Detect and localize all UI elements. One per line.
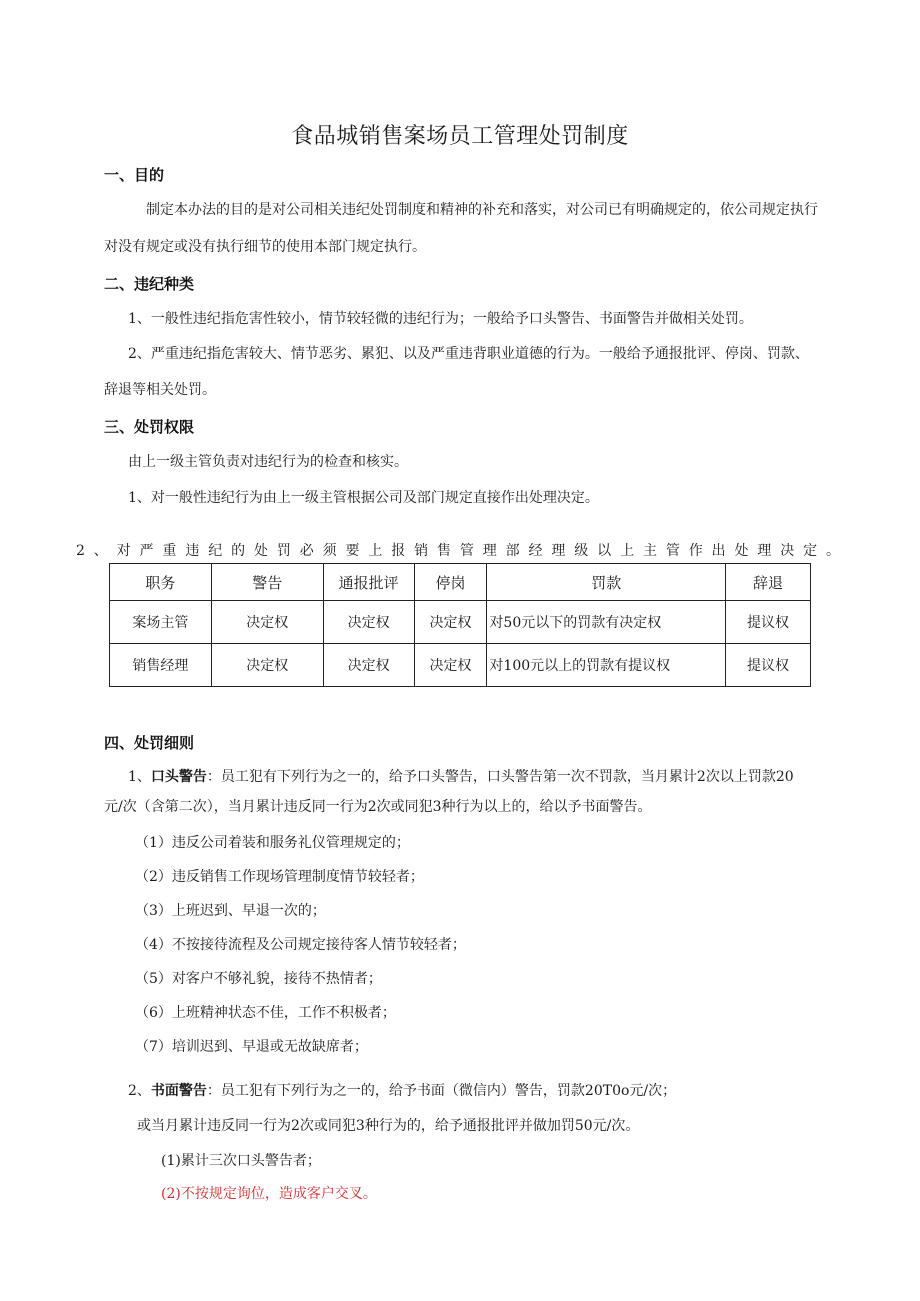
table-cell: 销售经理 [110, 644, 212, 687]
authority-intro: 由上一级主管负责对违纪行为的检查和核实。 [128, 454, 408, 470]
written-warning-text: ：员工犯有下列行为之一的，给予书面（微信内）警告，罚款20T0o元/次； [206, 1083, 677, 1099]
table-row [110, 601, 811, 644]
violation-type-1: 1、一般性违纪指危害性较小，情节较轻微的违纪行为；一般给予口头警告、书面警告并做相关处罚。 [128, 311, 753, 327]
written-warning-paragraph [128, 1081, 676, 1101]
table-cell: 决定权 [414, 644, 487, 687]
written-warning-number: 2、 [128, 1083, 151, 1099]
table-header-cell: 辞退 [726, 564, 811, 601]
table-cell: 对100元以上的罚款有提议权 [487, 644, 726, 687]
violation-type-2-line-1: 2、严重违纪指危害较大、情节恶劣、累犯、以及严重违背职业道德的行为。一般给予通报批评、停岗、罚款、 [128, 346, 809, 362]
table-cell: 提议权 [726, 601, 811, 644]
oral-warning-text: ：员工犯有下列行为之一的，给予口头警告，口头警告第一次不罚款，当月累计2次以上罚款20 [206, 769, 794, 785]
table-cell: 决定权 [414, 601, 487, 644]
list-item: （7）培训迟到、早退或无故缺席者； [135, 1039, 368, 1055]
section-heading-authority: 三、处罚权限 [104, 418, 195, 436]
table-cell: 对50元以下的罚款有决定权 [487, 601, 726, 644]
list-item: （6）上班精神状态不佳，工作不积极者； [135, 1005, 396, 1021]
written-warning-text-line-2: 或当月累计违反同一行为2次或同犯3种行为的，给予通报批评并做加罚50元/次。 [137, 1118, 640, 1134]
oral-warning-text-line-2: 元/次（含第二次），当月累计违反同一行为2次或同犯3种行为以上的，给以予书面警告。 [104, 799, 652, 815]
table-header-cell: 职务 [110, 564, 212, 601]
table-cell: 决定权 [211, 644, 323, 687]
oral-warning-number: 1、 [128, 769, 151, 785]
table-cell: 决定权 [323, 644, 414, 687]
section-heading-violation-types: 二、违纪种类 [104, 275, 195, 293]
list-item: （5）对客户不够礼貌，接待不热情者； [135, 971, 382, 987]
section-heading-rules: 四、处罚细则 [104, 734, 195, 752]
authority-table [109, 563, 811, 687]
authority-item-1: 1、对一般性违纪行为由上一级主管根据公司及部门规定直接作出处理决定。 [128, 490, 599, 506]
table-header-cell: 警告 [211, 564, 323, 601]
oral-warning-term: 口头警告 [150, 769, 207, 785]
section-heading-purpose: 一、目的 [104, 166, 165, 184]
table-header-row [110, 564, 811, 601]
table-header-cell: 通报批评 [323, 564, 414, 601]
violation-type-2-line-2: 辞退等相关处罚。 [104, 382, 216, 398]
table-row [110, 644, 811, 687]
table-header-cell: 罚款 [487, 564, 726, 601]
table-cell: 决定权 [211, 601, 323, 644]
list-item: （3）上班迟到、早退一次的； [135, 903, 326, 919]
list-item: （4）不按接待流程及公司规定接待客人情节较轻者； [135, 937, 466, 953]
oral-warning-paragraph [128, 767, 794, 787]
table-header-cell: 停岗 [414, 564, 487, 601]
table-cell: 决定权 [323, 601, 414, 644]
list-item: （1）违反公司着装和服务礼仪管理规定的； [135, 835, 410, 851]
table-cell: 案场主管 [110, 601, 212, 644]
authority-item-2: 2、对严重违纪的处罚必须要上报销售管理部经理级以上主管作出处理决定。 [76, 543, 840, 559]
list-item: （2）违反销售工作现场管理制度情节较轻者； [135, 869, 424, 885]
document-title: 食品城销售案场员工管理处罚制度 [291, 124, 629, 149]
table-cell: 提议权 [726, 644, 811, 687]
list-item: (2)不按规定询位，造成客户交叉。 [161, 1186, 377, 1202]
purpose-paragraph-line-1: 制定本办法的目的是对公司相关违纪处罚制度和精神的补充和落实，对公司已有明确规定的，依公司规定执行 [146, 202, 818, 218]
list-item: (1)累计三次口头警告者； [161, 1153, 321, 1169]
written-warning-term: 书面警告 [150, 1083, 207, 1099]
purpose-paragraph-line-2: 对没有规定或没有执行细节的使用本部门规定执行。 [104, 239, 426, 255]
